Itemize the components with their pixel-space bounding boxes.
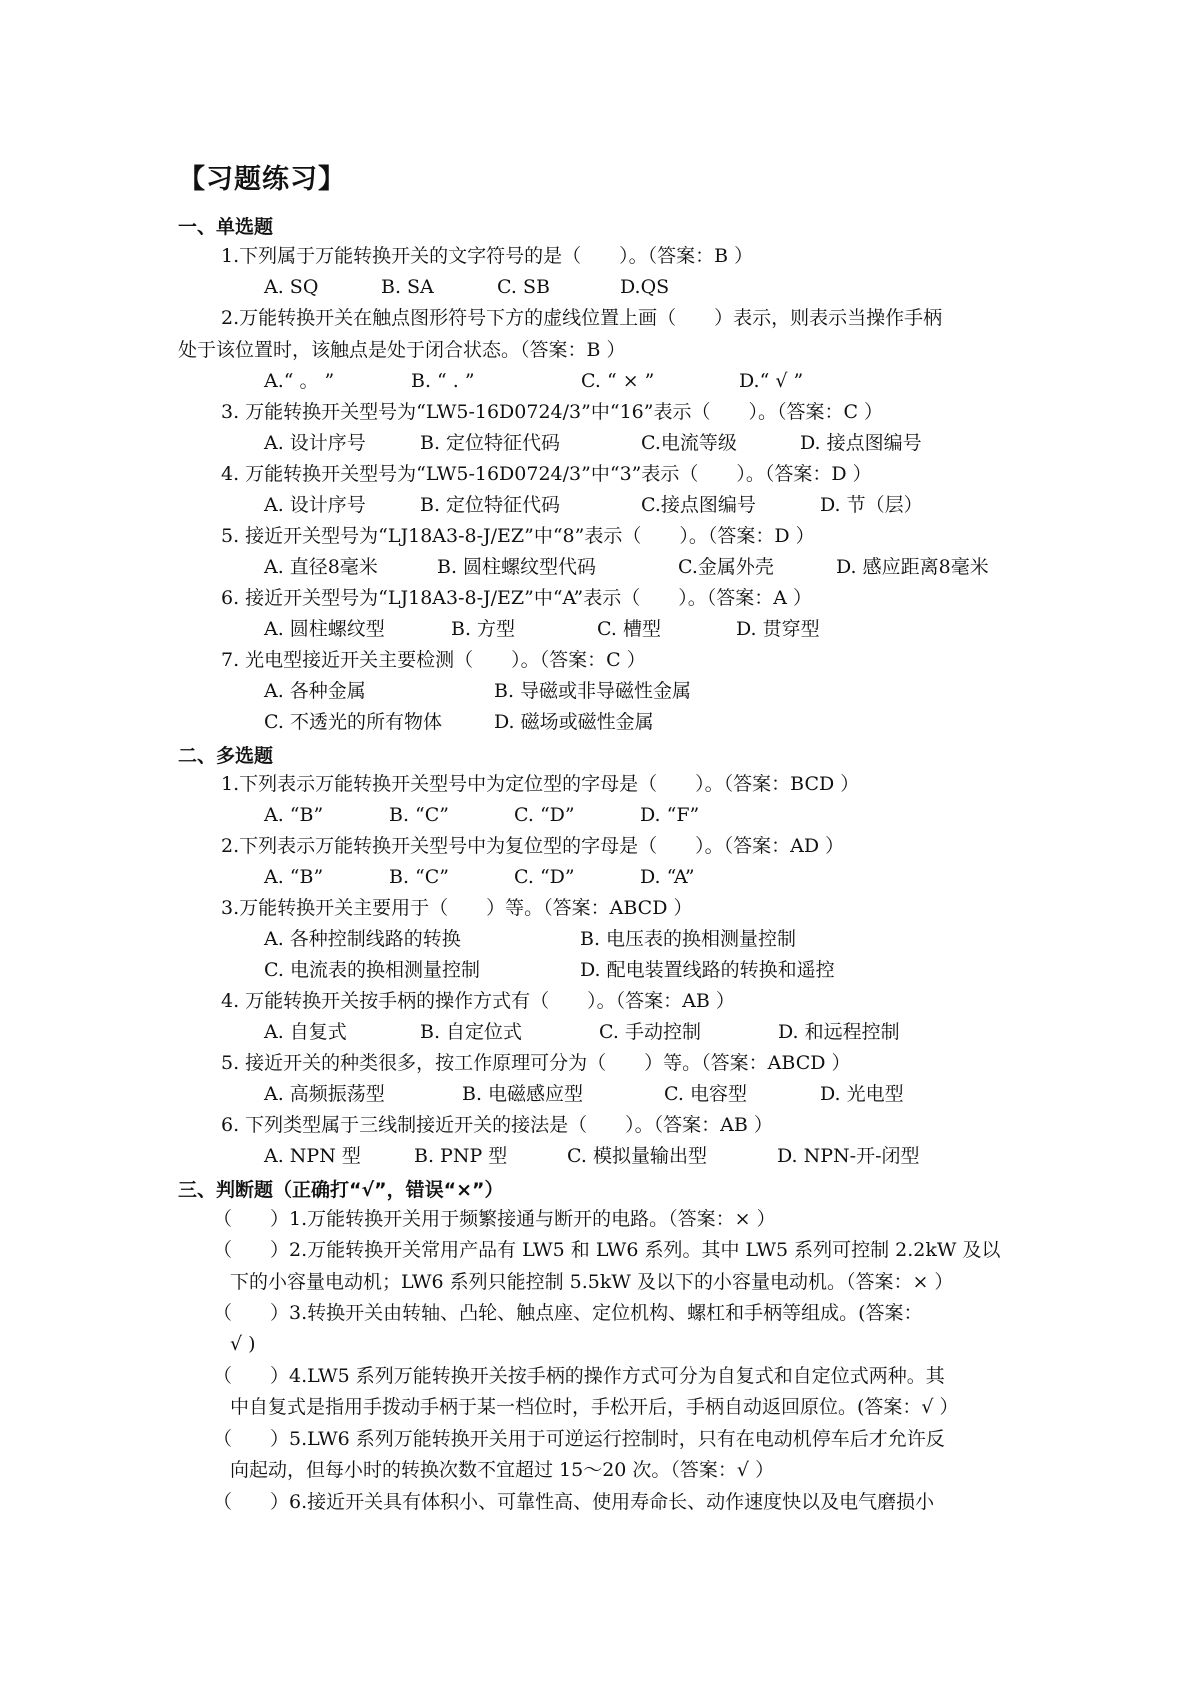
judge-question-continued: 中自复式是指用手拨动手柄于某一档位时，手松开后，手柄自动返回原位。(答案：√ ） [230,1396,959,1418]
option-a: A. “B” [264,866,324,888]
question-stem: 3.万能转换开关主要用于（ ）等。（答案：ABCD ） [221,897,693,919]
option-d: D. 接点图编号 [800,432,922,454]
option-b: B. “C” [389,866,450,888]
option-d: D. “A” [640,866,695,888]
option-b: B. SA [381,276,434,298]
option-d: D. 磁场或磁性金属 [494,711,654,733]
option-d: D.“ √ ” [739,370,804,392]
judge-question: （ ）5.LW6 系列万能转换开关用于可逆运行控制时，只有在电动机停车后才允许反 [213,1428,945,1450]
option-c: C. 手动控制 [599,1021,701,1043]
option-c: C.金属外壳 [678,556,774,578]
question-stem: 5. 接近开关的种类很多，按工作原理可分为（ ）等。（答案：ABCD ） [221,1052,851,1074]
question-stem: 3. 万能转换开关型号为“LW5-16D0724/3”中“16”表示（ ）。（答案：C ） [221,401,884,423]
question-stem: 6. 接近开关型号为“LJ18A3-8-J/EZ”中“A”表示（ ）。（答案：A ） [221,587,812,609]
question-stem: 7. 光电型接近开关主要检测（ ）。（答案：C ） [221,649,646,671]
option-c: C. “D” [514,866,575,888]
option-b: B. 电磁感应型 [462,1083,584,1105]
option-b: B. 导磁或非导磁性金属 [494,680,692,702]
judge-question: （ ）1.万能转换开关用于频繁接通与断开的电路。（答案：× ） [213,1208,776,1230]
option-b: B. 自定位式 [420,1021,523,1043]
option-a: A. 圆柱螺纹型 [264,618,385,640]
option-d: D. 和远程控制 [778,1021,900,1043]
option-a: A. 高频振荡型 [264,1083,385,1105]
option-a: A. 设计序号 [264,432,366,454]
option-a: A. “B” [264,804,324,826]
option-b: B. 定位特征代码 [420,432,561,454]
option-d: D. 节（层） [820,494,923,516]
page-title: 【习题练习】 [178,164,346,195]
option-a: A. NPN 型 [264,1145,361,1167]
option-d: D.QS [620,276,670,298]
question-stem: 1.下列表示万能转换开关型号中为定位型的字母是（ ）。（答案：BCD ） [221,773,860,795]
option-b: B. 方型 [451,618,516,640]
section-heading-multi: 二、多选题 [178,745,274,767]
option-b: B. 圆柱螺纹型代码 [437,556,597,578]
option-b: B. “C” [389,804,450,826]
option-b: B. PNP 型 [414,1145,508,1167]
option-a: A. 直径8毫米 [264,556,378,578]
section-heading-single: 一、单选题 [178,216,274,238]
option-d: D. 光电型 [820,1083,904,1105]
judge-question: （ ）4.LW5 系列万能转换开关按手柄的操作方式可分为自复式和自定位式两种。其 [213,1365,945,1387]
question-stem: 1.下列属于万能转换开关的文字符号的是（ ）。（答案：B ） [221,245,754,267]
judge-question: （ ）3.转换开关由转轴、凸轮、触点座、定位机构、螺杠和手柄等组成。(答案： [213,1302,923,1324]
question-stem: 4. 万能转换开关按手柄的操作方式有（ ）。（答案：AB ） [221,990,735,1012]
option-a: A.“ 。 ” [264,370,335,392]
judge-question-continued: 向起动，但每小时的转换次数不宜超过 15～20 次。（答案：√ ） [230,1459,775,1481]
judge-question-continued: 下的小容量电动机；LW6 系列只能控制 5.5kW 及以下的小容量电动机。（答案：× ） [230,1271,954,1293]
question-stem-continued: 处于该位置时，该触点是处于闭合状态。（答案：B ） [178,339,626,361]
option-c: C.接点图编号 [641,494,756,516]
judge-question: （ ）2.万能转换开关常用产品有 LW5 和 LW6 系列。其中 LW5 系列可控制 2.2kW 及以 [213,1239,1001,1261]
option-c: C.电流等级 [641,432,737,454]
option-c: C. “D” [514,804,575,826]
option-c: C. 电流表的换相测量控制 [264,959,480,981]
option-c: C. 模拟量输出型 [567,1145,707,1167]
option-c: C. 槽型 [597,618,661,640]
option-d: D. 感应距离8毫米 [836,556,989,578]
section-heading-judge: 三、判断题（正确打“√”，错误“×”） [178,1179,504,1201]
option-c: C. “ × ” [581,370,655,392]
option-a: A. SQ [264,276,319,298]
option-d: D. NPN-开-闭型 [777,1145,920,1167]
option-c: C. 不透光的所有物体 [264,711,442,733]
option-a: A. 各种金属 [264,680,366,702]
question-stem: 6. 下列类型属于三线制接近开关的接法是（ ）。（答案：AB ） [221,1114,773,1136]
question-stem: 4. 万能转换开关型号为“LW5-16D0724/3”中“3”表示（ ）。（答案：D ） [221,463,872,485]
question-stem: 2.下列表示万能转换开关型号中为复位型的字母是（ ）。（答案：AD ） [221,835,845,857]
option-b: B. 电压表的换相测量控制 [580,928,797,950]
judge-question-continued: √ ) [230,1333,256,1355]
option-c: C. 电容型 [664,1083,747,1105]
judge-question: （ ）6.接近开关具有体积小、可靠性高、使用寿命长、动作速度快以及电气磨损小 [213,1491,935,1513]
option-a: A. 自复式 [264,1021,347,1043]
option-b: B. “ . ” [411,370,475,392]
option-d: D. “F” [640,804,700,826]
question-stem: 5. 接近开关型号为“LJ18A3-8-J/EZ”中“8”表示（ ）。（答案：D ） [221,525,815,547]
option-d: D. 贯穿型 [736,618,820,640]
option-c: C. SB [497,276,550,298]
option-b: B. 定位特征代码 [420,494,561,516]
question-stem: 2.万能转换开关在触点图形符号下方的虚线位置上画（ ）表示，则表示当操作手柄 [221,307,943,329]
option-a: A. 设计序号 [264,494,366,516]
option-a: A. 各种控制线路的转换 [264,928,461,950]
option-d: D. 配电装置线路的转换和遥控 [580,959,835,981]
